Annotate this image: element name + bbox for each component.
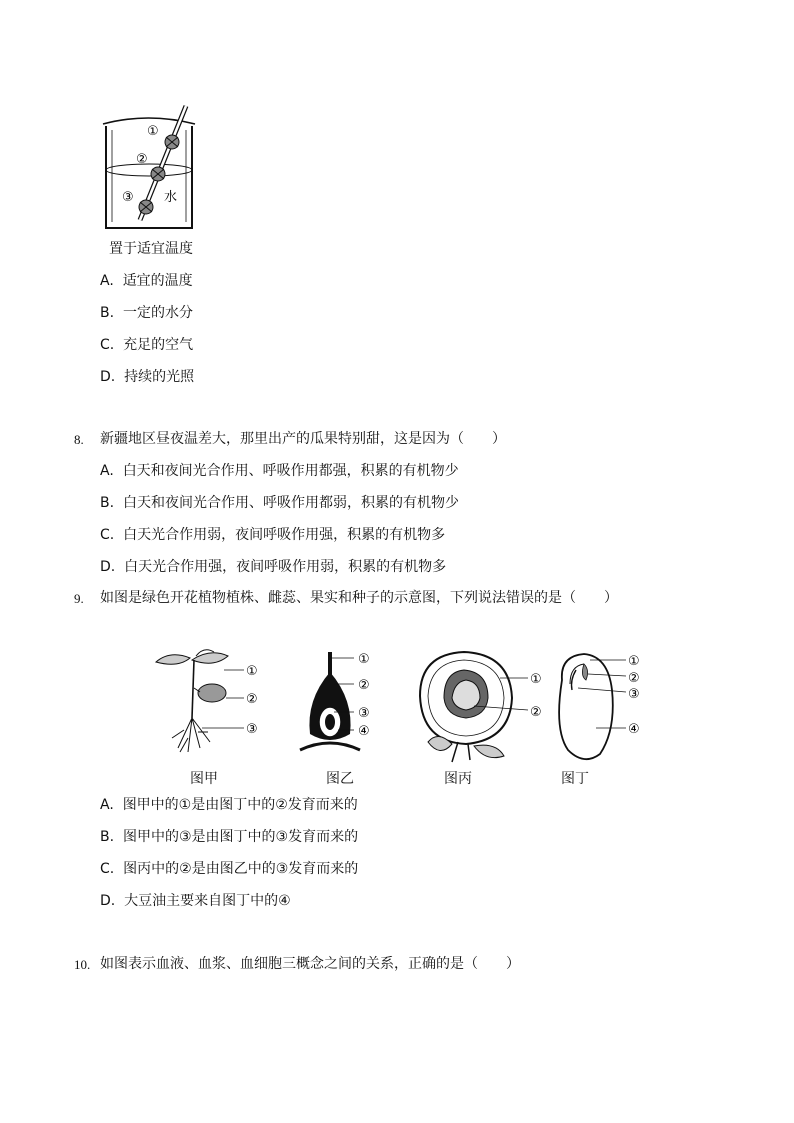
q8-option-c[interactable]: C. 白天光合作用弱，夜间呼吸作用强，积累的有机物多 xyxy=(100,527,446,543)
beaker-label-3: ③ xyxy=(122,190,134,205)
q9-stem: 如图是绿色开花植物植株、雌蕊、果实和种子的示意图，下列说法错误的是（ ） xyxy=(100,590,618,606)
q7-option-a[interactable]: A. 适宜的温度 xyxy=(100,273,193,289)
q8-option-d[interactable]: D. 白天光合作用强，夜间呼吸作用弱，积累的有机物多 xyxy=(100,559,447,575)
yi-label-1: ① xyxy=(358,652,370,667)
q8-option-a[interactable]: A. 白天和夜间光合作用、呼吸作用都强，积累的有机物少 xyxy=(100,463,459,479)
beaker-label-water: 水 xyxy=(164,190,178,205)
q8-option-b[interactable]: B. 白天和夜间光合作用、呼吸作用都弱，积累的有机物少 xyxy=(100,495,459,511)
yi-label-4: ④ xyxy=(358,724,370,739)
beaker-label-1: ① xyxy=(147,124,159,139)
q10-stem: 如图表示血液、血浆、血细胞三概念之间的关系，正确的是（ ） xyxy=(100,956,520,972)
ding-label-1: ① xyxy=(628,654,640,669)
q8-number: 8. xyxy=(74,432,84,447)
figure-yi-pistil xyxy=(296,650,382,760)
jia-label-1: ① xyxy=(246,664,258,679)
figure-bing-caption: 图丙 xyxy=(444,771,472,787)
q7-option-d[interactable]: D. 持续的光照 xyxy=(100,369,195,385)
ding-label-4: ④ xyxy=(628,722,640,737)
figure-jia-caption: 图甲 xyxy=(190,771,218,787)
bing-label-2: ② xyxy=(530,705,542,720)
figure-yi-caption: 图乙 xyxy=(326,771,354,787)
jia-label-3: ③ xyxy=(246,722,258,737)
q9-number: 9. xyxy=(74,591,84,606)
q9-option-a[interactable]: A. 图甲中的①是由图丁中的②发育而来的 xyxy=(100,797,358,813)
q8-stem: 新疆地区昼夜温差大，那里出产的瓜果特别甜，这是因为（ ） xyxy=(100,431,506,447)
q9-option-c[interactable]: C. 图丙中的②是由图乙中的③发育而来的 xyxy=(100,861,359,877)
yi-label-3: ③ xyxy=(358,706,370,721)
beaker-label-2: ② xyxy=(136,152,148,167)
figure-ding-caption: 图丁 xyxy=(561,771,589,787)
q7-option-c[interactable]: C. 充足的空气 xyxy=(100,337,194,353)
q10-number: 10. xyxy=(74,957,91,972)
beaker-figure xyxy=(100,104,210,234)
ding-label-2: ② xyxy=(628,671,640,686)
q9-option-b[interactable]: B. 图甲中的③是由图丁中的③发育而来的 xyxy=(100,829,359,845)
figure-jia-seedling xyxy=(148,648,268,758)
jia-label-2: ② xyxy=(246,692,258,707)
ding-label-3: ③ xyxy=(628,687,640,702)
figure-ding-seed xyxy=(550,650,650,766)
yi-label-2: ② xyxy=(358,678,370,693)
q7-option-b[interactable]: B. 一定的水分 xyxy=(100,305,193,321)
bing-label-1: ① xyxy=(530,672,542,687)
figure-bing-fruit xyxy=(408,646,548,764)
beaker-caption: 置于适宜温度 xyxy=(109,241,193,257)
q9-option-d[interactable]: D. 大豆油主要来自图丁中的④ xyxy=(100,893,291,909)
